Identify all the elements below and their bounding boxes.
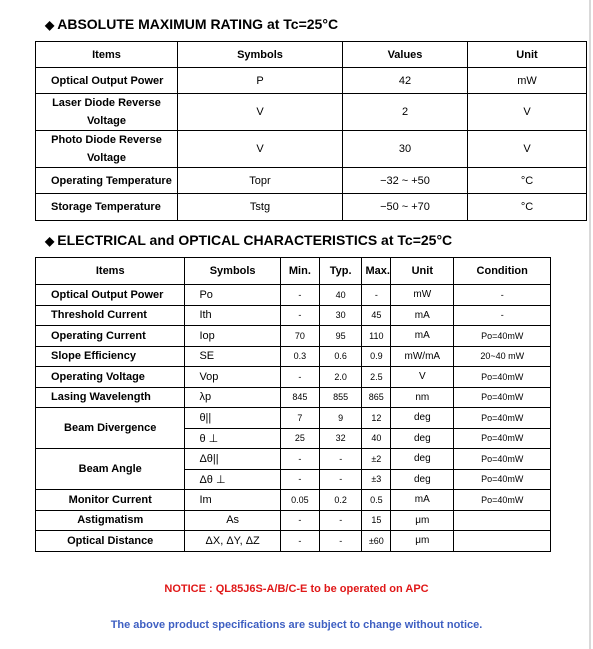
symbol-cell: Iop [185,326,280,347]
apc-notice: NOTICE : QL85J6S-A/B/C-E to be operated on APC [164,583,429,595]
condition-cell: Po=40mW [454,469,551,490]
item-cell: Optical Output Power [36,68,178,94]
header-unit: Unit [391,258,454,285]
table-row [36,408,551,429]
symbol-cell: SE [185,346,280,367]
symbol-cell: Δθ|| [185,449,280,470]
symbol-cell: As [185,510,280,531]
symbol-cell: θ ⊥ [185,428,280,449]
item-cell: Monitor Current [36,490,185,511]
item-cell: Optical Output Power [36,285,185,306]
typ-cell: 40 [319,285,362,306]
symbol-cell: ΔX, ΔY, ΔZ [185,531,280,552]
item-cell: Astigmatism [36,510,185,531]
min-cell: 0.3 [280,346,319,367]
unit-cell: deg [391,428,454,449]
header-condition: Condition [454,258,551,285]
condition-cell: - [454,285,551,306]
condition-cell: Po=40mW [454,326,551,347]
header-unit: Unit [468,42,587,68]
condition-cell: Po=40mW [454,428,551,449]
unit-cell: nm [391,387,454,408]
max-cell: 2.5 [362,367,391,388]
symbol-cell: V [178,131,343,168]
table-row [36,131,587,168]
item-cell: Threshold Current [36,305,185,326]
item-line-2: Voltage [87,115,126,127]
typ-cell: - [319,531,362,552]
max-cell: 45 [362,305,391,326]
unit-cell: V [468,131,587,168]
header-min: Min. [280,258,319,285]
max-cell: 110 [362,326,391,347]
item-cell: Operating Temperature [36,168,178,194]
min-cell: - [280,285,319,306]
max-cell: - [362,285,391,306]
unit-cell: mA [391,305,454,326]
item-cell: Slope Efficiency [36,346,185,367]
typ-cell: - [319,510,362,531]
max-cell: ±2 [362,449,391,470]
table-header-row [36,258,551,285]
symbol-cell: θ|| [185,408,280,429]
table-row [36,490,551,511]
absolute-max-rating-heading [45,16,338,32]
value-cell: −32 ~ +50 [343,168,468,194]
max-cell: 0.9 [362,346,391,367]
value-cell: 30 [343,131,468,168]
header-symbols: Symbols [178,42,343,68]
typ-cell: 2.0 [319,367,362,388]
condition-cell: - [454,305,551,326]
unit-cell: V [391,367,454,388]
condition-cell: Po=40mW [454,490,551,511]
table-row [36,367,551,388]
unit-cell: mW/mA [391,346,454,367]
electrical-optical-table [35,257,551,552]
symbol-cell: Topr [178,168,343,194]
header-items: Items [36,42,178,68]
typ-cell: 0.6 [319,346,362,367]
table-row [36,387,551,408]
unit-cell: V [468,94,587,131]
table-row [36,305,551,326]
unit-cell: mA [391,326,454,347]
absolute-max-rating-table [35,41,587,221]
table-row [36,168,587,194]
min-cell: - [280,449,319,470]
item-line-1: Photo Diode Reverse [51,134,162,146]
min-cell: 0.05 [280,490,319,511]
unit-cell: °C [468,168,587,194]
max-cell: 15 [362,510,391,531]
typ-cell: 95 [319,326,362,347]
typ-cell: 855 [319,387,362,408]
condition-cell [454,510,551,531]
typ-cell: 32 [319,428,362,449]
min-cell: 25 [280,428,319,449]
table-row [36,346,551,367]
symbol-cell: Ith [185,305,280,326]
item-line-1: Laser Diode Reverse [52,97,161,109]
item-cell [36,131,178,168]
electrical-optical-heading [45,232,452,248]
diamond-bullet-icon: ◆ [45,18,55,32]
item-cell [36,94,178,131]
min-cell: 7 [280,408,319,429]
max-cell: 0.5 [362,490,391,511]
min-cell: 70 [280,326,319,347]
condition-cell: Po=40mW [454,387,551,408]
table-row [36,531,551,552]
typ-cell: 0.2 [319,490,362,511]
unit-cell: mW [468,68,587,94]
table-row [36,285,551,306]
header-items: Items [36,258,185,285]
item-line-2: Voltage [87,152,126,164]
symbol-cell: λp [185,387,280,408]
value-cell: 42 [343,68,468,94]
max-cell: 40 [362,428,391,449]
item-cell: Operating Voltage [36,367,185,388]
header-values: Values [343,42,468,68]
unit-cell: μm [391,510,454,531]
table-row [36,68,587,94]
min-cell: - [280,367,319,388]
condition-cell: 20~40 mW [454,346,551,367]
unit-cell: mW [391,285,454,306]
electrical-optical-title: ELECTRICAL and OPTICAL CHARACTERISTICS at Tc=25°C [57,232,453,248]
header-symbols: Symbols [185,258,280,285]
max-cell: 865 [362,387,391,408]
page-right-border [589,0,591,649]
table-row [36,94,587,131]
table-row [36,194,587,221]
table-row [36,510,551,531]
typ-cell: - [319,469,362,490]
unit-cell: deg [391,408,454,429]
symbol-cell: P [178,68,343,94]
symbol-cell: V [178,94,343,131]
unit-cell: mA [391,490,454,511]
min-cell: - [280,510,319,531]
header-max: Max. [362,258,391,285]
item-cell: Beam Angle [36,449,185,490]
unit-cell: μm [391,531,454,552]
typ-cell: 30 [319,305,362,326]
condition-cell [454,531,551,552]
min-cell: 845 [280,387,319,408]
item-cell: Storage Temperature [36,194,178,221]
unit-cell: deg [391,469,454,490]
item-cell: Lasing Wavelength [36,387,185,408]
item-cell: Beam Divergence [36,408,185,449]
typ-cell: - [319,449,362,470]
diamond-bullet-icon: ◆ [45,234,55,248]
table-header-row [36,42,587,68]
table-row [36,326,551,347]
unit-cell: °C [468,194,587,221]
absolute-max-rating-title: ABSOLUTE MAXIMUM RATING at Tc=25°C [57,16,339,32]
max-cell: 12 [362,408,391,429]
unit-cell: deg [391,449,454,470]
header-typ: Typ. [319,258,362,285]
item-cell: Operating Current [36,326,185,347]
max-cell: ±60 [362,531,391,552]
value-cell: 2 [343,94,468,131]
condition-cell: Po=40mW [454,408,551,429]
min-cell: - [280,305,319,326]
symbol-cell: Im [185,490,280,511]
symbol-cell: Po [185,285,280,306]
symbol-cell: Tstg [178,194,343,221]
min-cell: - [280,469,319,490]
max-cell: ±3 [362,469,391,490]
symbol-cell: Vop [185,367,280,388]
typ-cell: 9 [319,408,362,429]
item-cell: Optical Distance [36,531,185,552]
value-cell: −50 ~ +70 [343,194,468,221]
condition-cell: Po=40mW [454,367,551,388]
condition-cell: Po=40mW [454,449,551,470]
symbol-cell: Δθ ⊥ [185,469,280,490]
table-row [36,449,551,470]
change-notice: The above product specifications are subject to change without notice. [110,619,483,631]
min-cell: - [280,531,319,552]
